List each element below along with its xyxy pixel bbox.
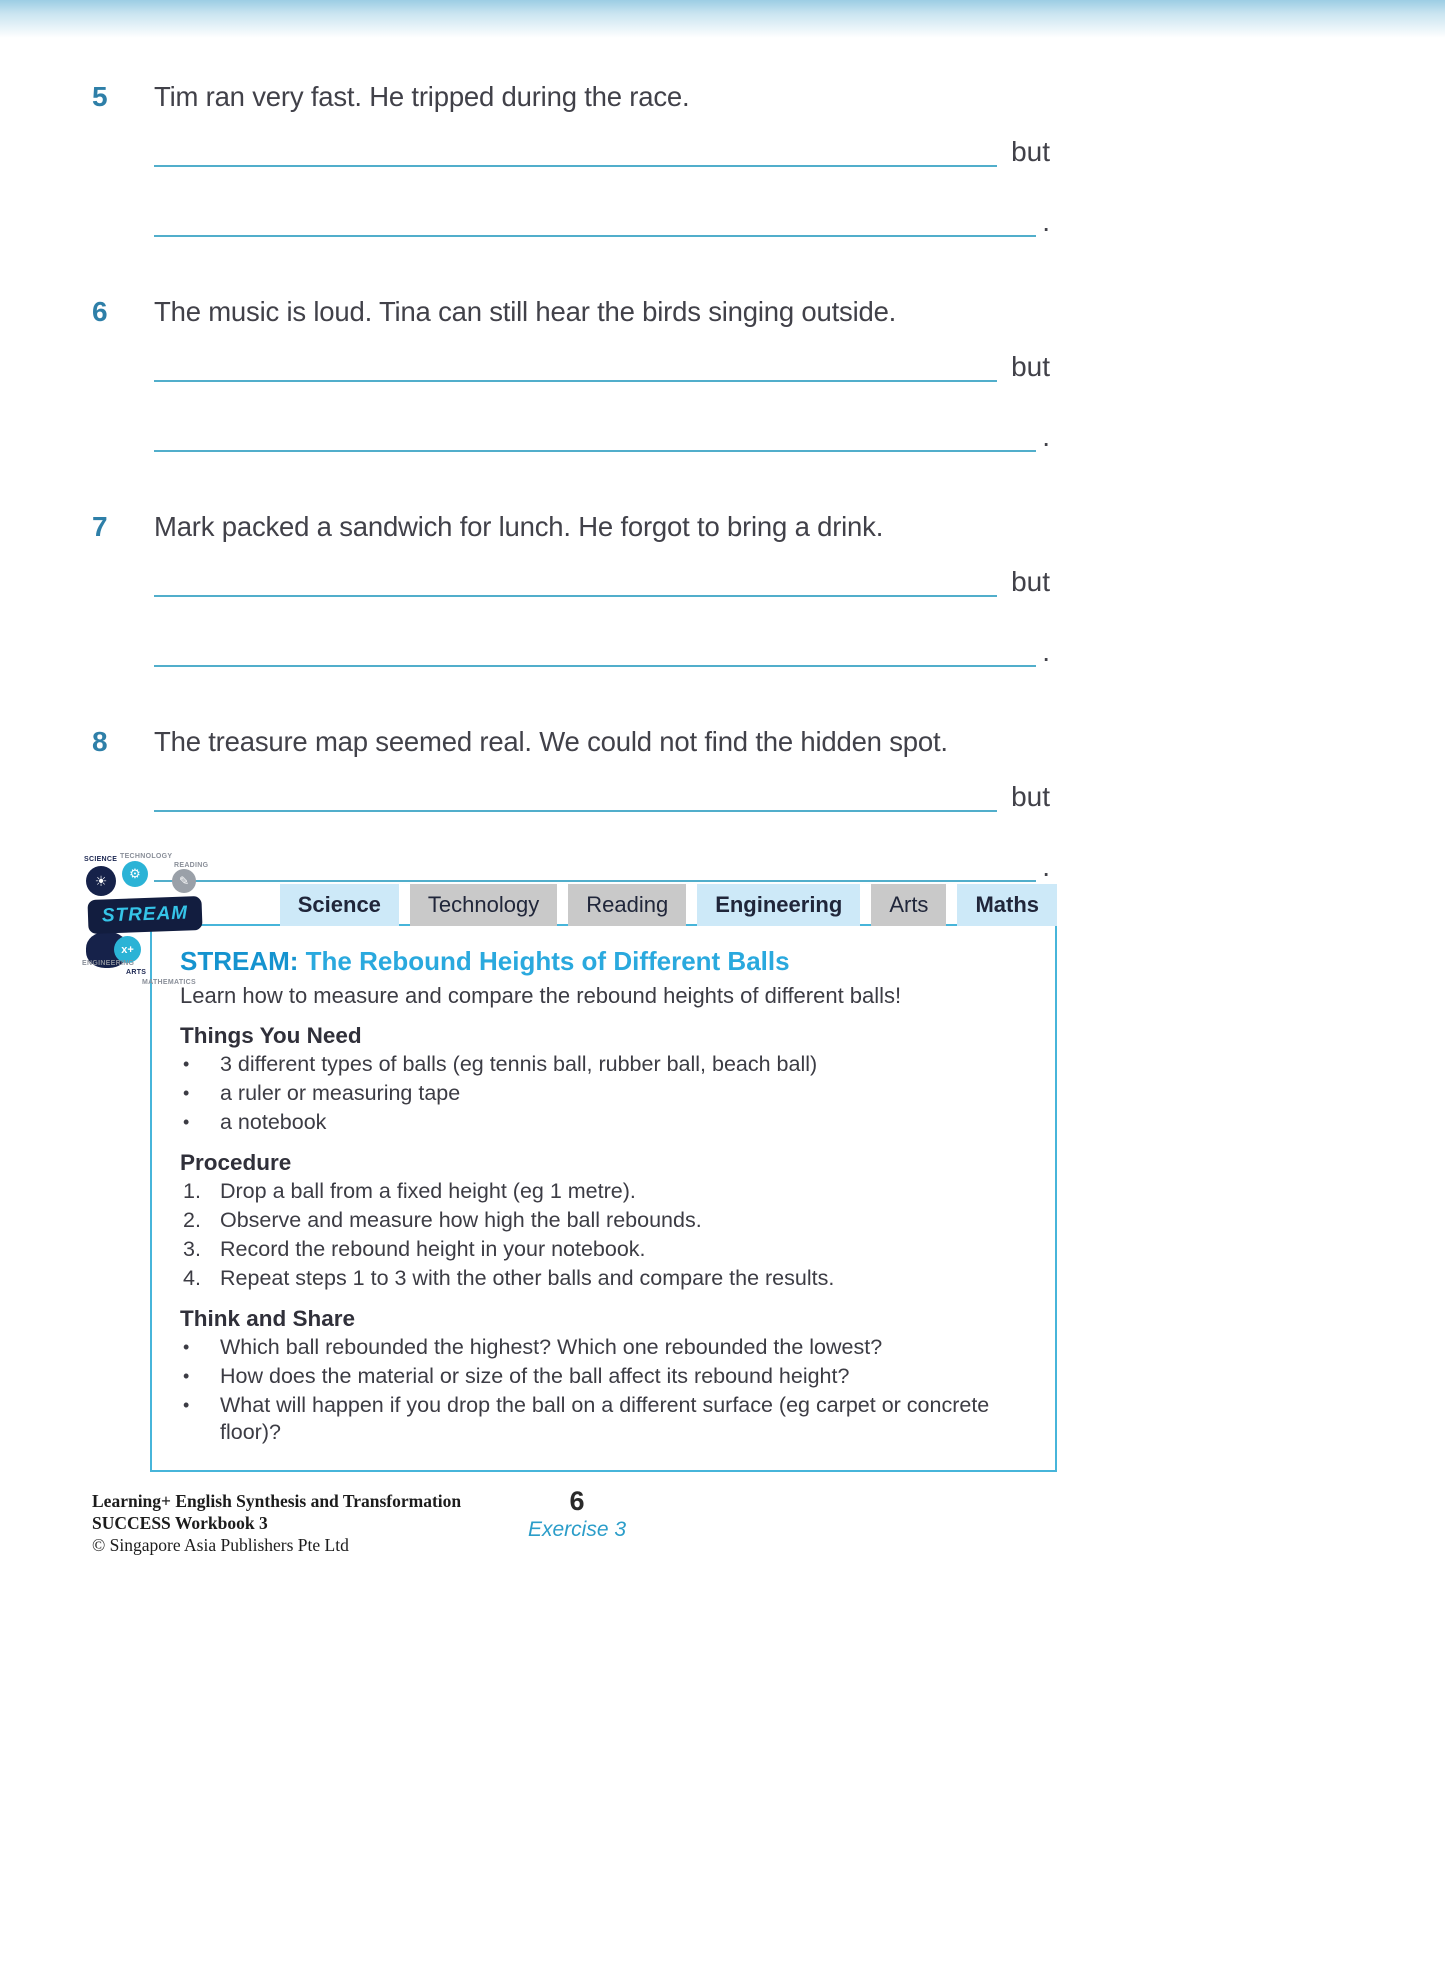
things-you-need-heading: Things You Need	[180, 1023, 362, 1048]
answer-line-row	[154, 637, 1050, 667]
question-text: Tim ran very fast. He tripped during the race.	[154, 81, 690, 112]
bullet-marker: •	[183, 1054, 190, 1074]
logo-label-engineering: ENGINEERING	[82, 960, 135, 967]
stream-box	[150, 924, 1057, 1472]
questions-section	[92, 80, 1050, 940]
tab-arts: Arts	[871, 884, 946, 926]
list-item	[180, 1265, 1027, 1292]
answer-line[interactable]	[154, 573, 997, 597]
tab-technology: Technology	[410, 884, 557, 926]
bullet-marker: •	[183, 1337, 190, 1357]
think-and-share-list	[180, 1334, 1027, 1446]
lightbulb-icon: ☀	[86, 866, 116, 896]
list-item-text: 3 different types of balls (eg tennis ball, rubber ball, beach ball)	[220, 1052, 818, 1076]
step-number: 2.	[183, 1208, 201, 1232]
tab-science: Science	[280, 884, 399, 926]
answer-line[interactable]	[154, 213, 1036, 237]
list-item	[180, 1178, 1027, 1205]
exercise-label: Exercise 3	[527, 1518, 627, 1541]
list-item-text: Drop a ball from a fixed height (eg 1 metre).	[220, 1179, 636, 1203]
gear-icon: ⚙	[122, 861, 148, 887]
question-7	[92, 510, 1050, 667]
answer-line[interactable]	[154, 643, 1036, 667]
list-item	[180, 1363, 1027, 1390]
list-item	[180, 1051, 1027, 1078]
bullet-marker: •	[183, 1395, 190, 1415]
list-item	[180, 1207, 1027, 1234]
answer-line[interactable]	[154, 788, 997, 812]
question-number: 7	[92, 511, 108, 542]
bullet-marker: •	[183, 1366, 190, 1386]
activity-title-prefix: STREAM:	[180, 946, 299, 976]
question-6	[92, 295, 1050, 452]
list-item-text: a ruler or measuring tape	[220, 1081, 461, 1105]
list-item-text: What will happen if you drop the ball on a different surface (eg carpet or concrete floor)?	[220, 1393, 990, 1444]
stream-wordmark-text: STREAM	[101, 902, 189, 927]
list-item	[180, 1236, 1027, 1263]
logo-label-arts: ARTS	[126, 969, 147, 976]
list-item	[180, 1109, 1027, 1136]
list-item-text: Observe and measure how high the ball rebounds.	[220, 1208, 702, 1232]
connector-word: but	[1011, 351, 1050, 382]
page-footer-center	[495, 1486, 659, 1542]
think-and-share-heading: Think and Share	[180, 1306, 356, 1331]
connector-word: but	[1011, 566, 1050, 597]
logo-label-mathematics: MATHEMATICS	[142, 979, 196, 986]
list-item-text: Record the rebound height in your notebook.	[220, 1237, 646, 1261]
step-number: 4.	[183, 1266, 201, 1290]
answer-line-row	[154, 782, 1050, 812]
question-number: 6	[92, 296, 108, 327]
tab-engineering: Engineering	[697, 884, 860, 926]
answer-line-row	[154, 567, 1050, 597]
connector-word: but	[1011, 781, 1050, 812]
pencil-icon: ✎	[172, 869, 196, 893]
question-text: The treasure map seemed real. We could not find the hidden spot.	[154, 726, 948, 757]
terminator: .	[1042, 636, 1050, 667]
logo-label-science: SCIENCE	[84, 856, 118, 863]
bullet-marker: •	[183, 1083, 190, 1103]
procedure-heading: Procedure	[180, 1150, 292, 1175]
imprint	[92, 1490, 461, 1556]
stream-activity	[82, 853, 1057, 1472]
answer-line[interactable]	[154, 358, 997, 382]
list-item	[180, 1392, 1027, 1446]
question-text: The music is loud. Tina can still hear the birds singing outside.	[154, 296, 897, 327]
answer-line-row	[154, 352, 1050, 382]
answer-line-row	[154, 422, 1050, 452]
terminator: .	[1042, 851, 1050, 882]
imprint-workbook: SUCCESS Workbook 3	[92, 1513, 268, 1533]
things-you-need-list	[180, 1051, 1027, 1136]
list-item-text: How does the material or size of the ball affect its rebound height?	[220, 1364, 850, 1388]
imprint-series: Learning+ English Synthesis and Transformation	[92, 1491, 462, 1511]
activity-title	[180, 946, 1027, 976]
answer-line[interactable]	[154, 428, 1036, 452]
step-number: 3.	[183, 1237, 201, 1261]
list-item-text: a notebook	[220, 1110, 327, 1134]
terminator: .	[1042, 421, 1050, 452]
question-text: Mark packed a sandwich for lunch. He forgot to bring a drink.	[154, 511, 884, 542]
list-item	[180, 1080, 1027, 1107]
answer-line-row	[154, 137, 1050, 167]
tab-maths: Maths	[957, 884, 1057, 926]
imprint-copyright: © Singapore Asia Publishers Pte Ltd	[92, 1535, 349, 1555]
list-item-text: Which ball rebounded the highest? Which one rebounded the lowest?	[220, 1335, 883, 1359]
question-number: 5	[92, 81, 108, 112]
math-icon: x+	[114, 936, 141, 963]
terminator: .	[1042, 206, 1050, 237]
stream-logo	[84, 854, 219, 992]
logo-label-technology: TECHNOLOGY	[120, 853, 173, 860]
connector-word: but	[1011, 136, 1050, 167]
header-gradient	[0, 0, 1445, 38]
logo-label-reading: READING	[174, 862, 209, 869]
stream-wordmark	[87, 896, 202, 934]
activity-intro: Learn how to measure and compare the rebound heights of different balls!	[180, 983, 902, 1008]
bullet-marker: •	[183, 1112, 190, 1132]
step-number: 1.	[183, 1179, 201, 1203]
list-item-text: Repeat steps 1 to 3 with the other balls and compare the results.	[220, 1266, 835, 1290]
answer-line[interactable]	[154, 858, 1036, 882]
question-8	[92, 725, 1050, 882]
activity-title-text: The Rebound Heights of Different Balls	[305, 946, 790, 976]
question-number: 8	[92, 726, 108, 757]
page-number: 6	[569, 1486, 585, 1516]
stream-tabs	[150, 884, 1057, 926]
answer-line-row	[154, 207, 1050, 237]
list-item	[180, 1334, 1027, 1361]
answer-line-row	[154, 852, 1050, 882]
answer-line[interactable]	[154, 143, 997, 167]
tab-reading: Reading	[568, 884, 686, 926]
question-5	[92, 80, 1050, 237]
procedure-list	[180, 1178, 1027, 1292]
